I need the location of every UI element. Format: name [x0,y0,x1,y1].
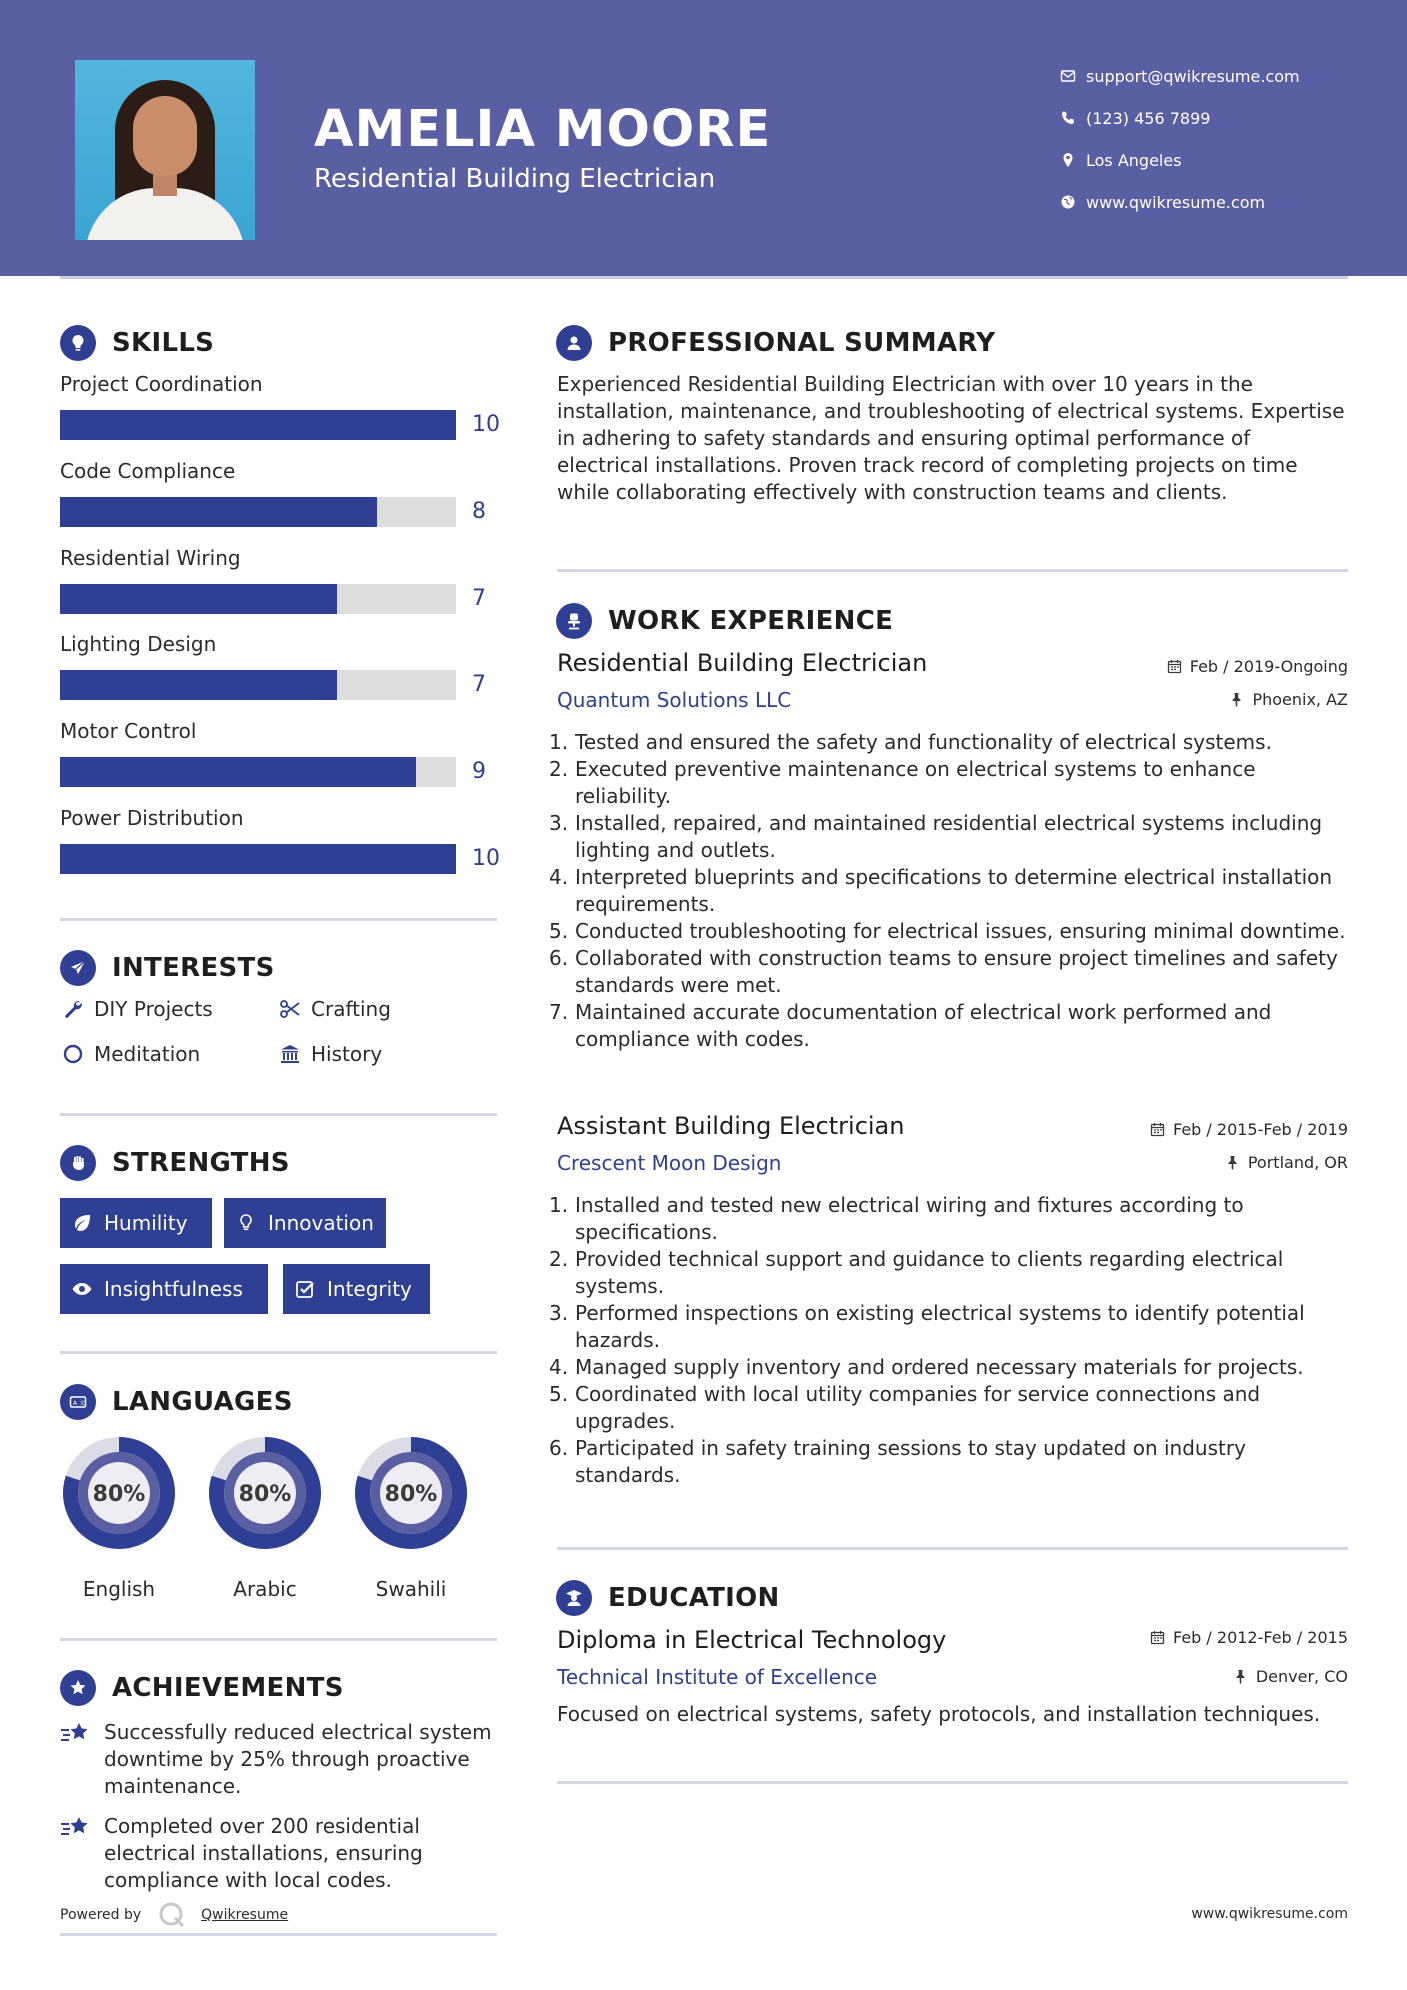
skill-item [60,459,500,524]
calendar-icon [1150,1630,1165,1645]
skill-item [60,806,500,871]
skill-bar-track [60,757,456,787]
language-name: Swahili [375,1577,447,1601]
interest-item: Crafting [277,996,391,1022]
skill-bar-track [60,844,456,874]
language-ring [57,1431,181,1555]
skill-label: Motor Control [60,719,197,743]
lightbulb-icon [60,325,96,361]
section-divider [557,569,1348,572]
contact-location: Los Angeles [1050,139,1370,181]
wrench-icon [60,996,86,1022]
skill-value: 9 [472,759,486,784]
skill-item [60,719,500,784]
strength-chip: Humility [60,1198,212,1248]
language-ring [349,1431,473,1555]
skill-bar-fill [60,497,377,527]
paper-plane-icon [60,950,96,986]
section-divider [60,1351,497,1354]
envelope-icon [1050,68,1086,84]
language-percent: 80% [238,1482,292,1507]
summary-heading: PROFESSIONAL SUMMARY [556,325,995,361]
skill-value: 7 [472,586,486,611]
graduate-icon [556,1580,592,1616]
fist-icon [60,1145,96,1181]
job-title: Assistant Building Electrician [557,1112,905,1140]
museum-icon [277,1041,303,1067]
section-divider [557,1781,1348,1784]
language-item [57,1431,181,1601]
candidate-name: AMELIA MOORE [314,100,772,159]
job-location: Portland, OR [1225,1153,1348,1172]
leaf-icon [70,1211,94,1235]
section-divider [557,1547,1348,1550]
achievement-item: Successfully reduced electrical system downtime by 25% through proactive maintenance. [60,1719,500,1800]
language-item [349,1431,473,1601]
section-divider [60,1933,497,1936]
skill-value: 10 [472,412,500,437]
skill-bar-fill [60,757,416,787]
list-item: 2. Executed preventive maintenance on electrical systems to enhance reliability. [549,757,1256,808]
powered-by: Powered by Qwikresume [60,1900,288,1930]
candidate-role: Residential Building Electrician [314,164,716,194]
star-badge-icon [60,1670,96,1706]
skill-bar-fill [60,410,456,440]
list-item: 6. Collaborated with construction teams to ensure project timelines and safety standards were met. [549,946,1338,997]
skill-value: 8 [472,499,486,524]
interest-item: History [277,1041,382,1067]
achievements-heading: ACHIEVEMENTS [60,1670,344,1706]
skill-item [60,372,500,437]
pushpin-icon [1229,692,1244,707]
skill-bar-fill [60,844,456,874]
svg-text:文: 文 [79,1400,86,1407]
skill-label: Residential Wiring [60,546,241,570]
footer-website[interactable]: www.qwikresume.com [1191,1906,1348,1922]
skill-value: 10 [472,846,500,871]
achievement-item: Completed over 200 residential electrical installations, ensuring compliance with local codes. [60,1813,500,1894]
list-item: 3. Installed, repaired, and maintained residential electrical systems including lighting and outlets. [549,811,1323,862]
skills-heading: SKILLS [60,325,214,361]
pushpin-icon [1225,1155,1240,1170]
job-location: Phoenix, AZ [1229,690,1348,709]
skill-bar-track [60,497,456,527]
list-item: 7. Maintained accurate documentation of electrical work performed and compliance with codes. [549,1000,1272,1051]
scissors-icon [277,996,303,1022]
strengths-heading: STRENGTHS [60,1145,290,1181]
interest-item: DIY Projects [60,996,213,1022]
job-title: Residential Building Electrician [557,649,928,677]
qwikresume-logo-icon [157,1900,187,1930]
job-dates: Feb / 2015-Feb / 2019 [1150,1120,1348,1139]
user-icon [556,325,592,361]
summary-text: Experienced Residential Building Electrician with over 10 years in the installation, maintenance, and troubleshooting of electrical systems. Expertise in adhering to safety standards and ensuring optimal performance of electrical installations. Proven track record of completing projects on time while collaborating effectively with construction teams and clients. [557,372,1345,504]
contact-list [1050,55,1370,223]
globe-icon [1050,194,1086,210]
map-pin-icon [1050,152,1086,168]
interests-heading: INTERESTS [60,950,275,986]
degree-title: Diploma in Electrical Technology [557,1626,947,1654]
strength-chip: Integrity [283,1264,430,1314]
education-location: Denver, CO [1233,1667,1348,1686]
section-divider [60,918,497,921]
list-item: 5. Conducted troubleshooting for electrical issues, ensuring minimal downtime. [549,919,1346,943]
phone-icon [1050,110,1086,126]
check-square-icon [293,1277,317,1301]
list-item: 4. Interpreted blueprints and specifications to determine electrical installation requirements. [549,865,1333,916]
svg-text:A: A [73,1400,78,1407]
profile-photo [75,60,255,240]
shooting-star-icon [60,1813,104,1894]
resume-header [0,0,1407,276]
calendar-icon [1150,1122,1165,1137]
skill-bar-fill [60,670,337,700]
job-responsibilities [549,1192,1355,1489]
language-ring [203,1431,327,1555]
company-name: Quantum Solutions LLC [557,688,792,712]
education-heading: EDUCATION [556,1580,780,1616]
qwikresume-link[interactable]: Qwikresume [201,1907,289,1923]
section-divider [60,1113,497,1116]
job-responsibilities [549,729,1355,1053]
school-name: Technical Institute of Excellence [557,1665,878,1689]
job-dates: Feb / 2019-Ongoing [1167,657,1348,676]
list-item: 6. Participated in safety training sessions to stay updated on industry standards. [549,1436,1246,1487]
skill-label: Power Distribution [60,806,244,830]
list-item: 1. Installed and tested new electrical wiring and fixtures according to specifications. [549,1193,1244,1244]
language-name: Arabic [233,1577,297,1601]
strength-chip: Innovation [224,1198,386,1248]
skill-item [60,632,500,697]
calendar-icon [1167,659,1182,674]
shooting-star-icon [60,1719,104,1800]
contact-website[interactable]: www.qwikresume.com [1050,181,1370,223]
list-item: 2. Provided technical support and guidance to clients regarding electrical systems. [549,1247,1284,1298]
language-percent: 80% [92,1482,146,1507]
list-item: 5. Coordinated with local utility companies for service connections and upgrades. [549,1382,1261,1433]
skill-label: Project Coordination [60,372,263,396]
list-item: 3. Performed inspections on existing electrical systems to identify potential hazards. [549,1301,1305,1352]
header-divider [60,276,1348,279]
skill-bar-fill [60,584,337,614]
office-chair-icon [556,603,592,639]
company-name: Crescent Moon Design [557,1151,782,1175]
language-item [203,1431,327,1601]
skill-bar-track [60,584,456,614]
list-item: 4. Managed supply inventory and ordered necessary materials for projects. [549,1355,1304,1379]
education-description: Focused on electrical systems, safety protocols, and installation techniques. [557,1702,1321,1726]
contact-email[interactable]: support@qwikresume.com [1050,55,1370,97]
interest-item: Meditation [60,1041,200,1067]
lightbulb-icon [234,1211,258,1235]
eye-icon [70,1277,94,1301]
language-percent: 80% [384,1482,438,1507]
education-dates: Feb / 2012-Feb / 2015 [1150,1628,1348,1647]
skill-item [60,546,500,611]
pushpin-icon [1233,1669,1248,1684]
skill-label: Code Compliance [60,459,236,483]
strength-chip: Insightfulness [60,1264,268,1314]
circle-icon [60,1041,86,1067]
experience-heading: WORK EXPERIENCE [556,603,893,639]
skill-label: Lighting Design [60,632,217,656]
language-name: English [82,1577,156,1601]
list-item: 1. Tested and ensured the safety and functionality of electrical systems. [549,730,1272,754]
skill-value: 7 [472,672,486,697]
section-divider [60,1638,497,1641]
contact-phone[interactable]: (123) 456 7899 [1050,97,1370,139]
skill-bar-track [60,670,456,700]
languages-heading: A 文 LANGUAGES [60,1384,293,1420]
skill-bar-track [60,410,456,440]
language-icon [60,1384,96,1420]
